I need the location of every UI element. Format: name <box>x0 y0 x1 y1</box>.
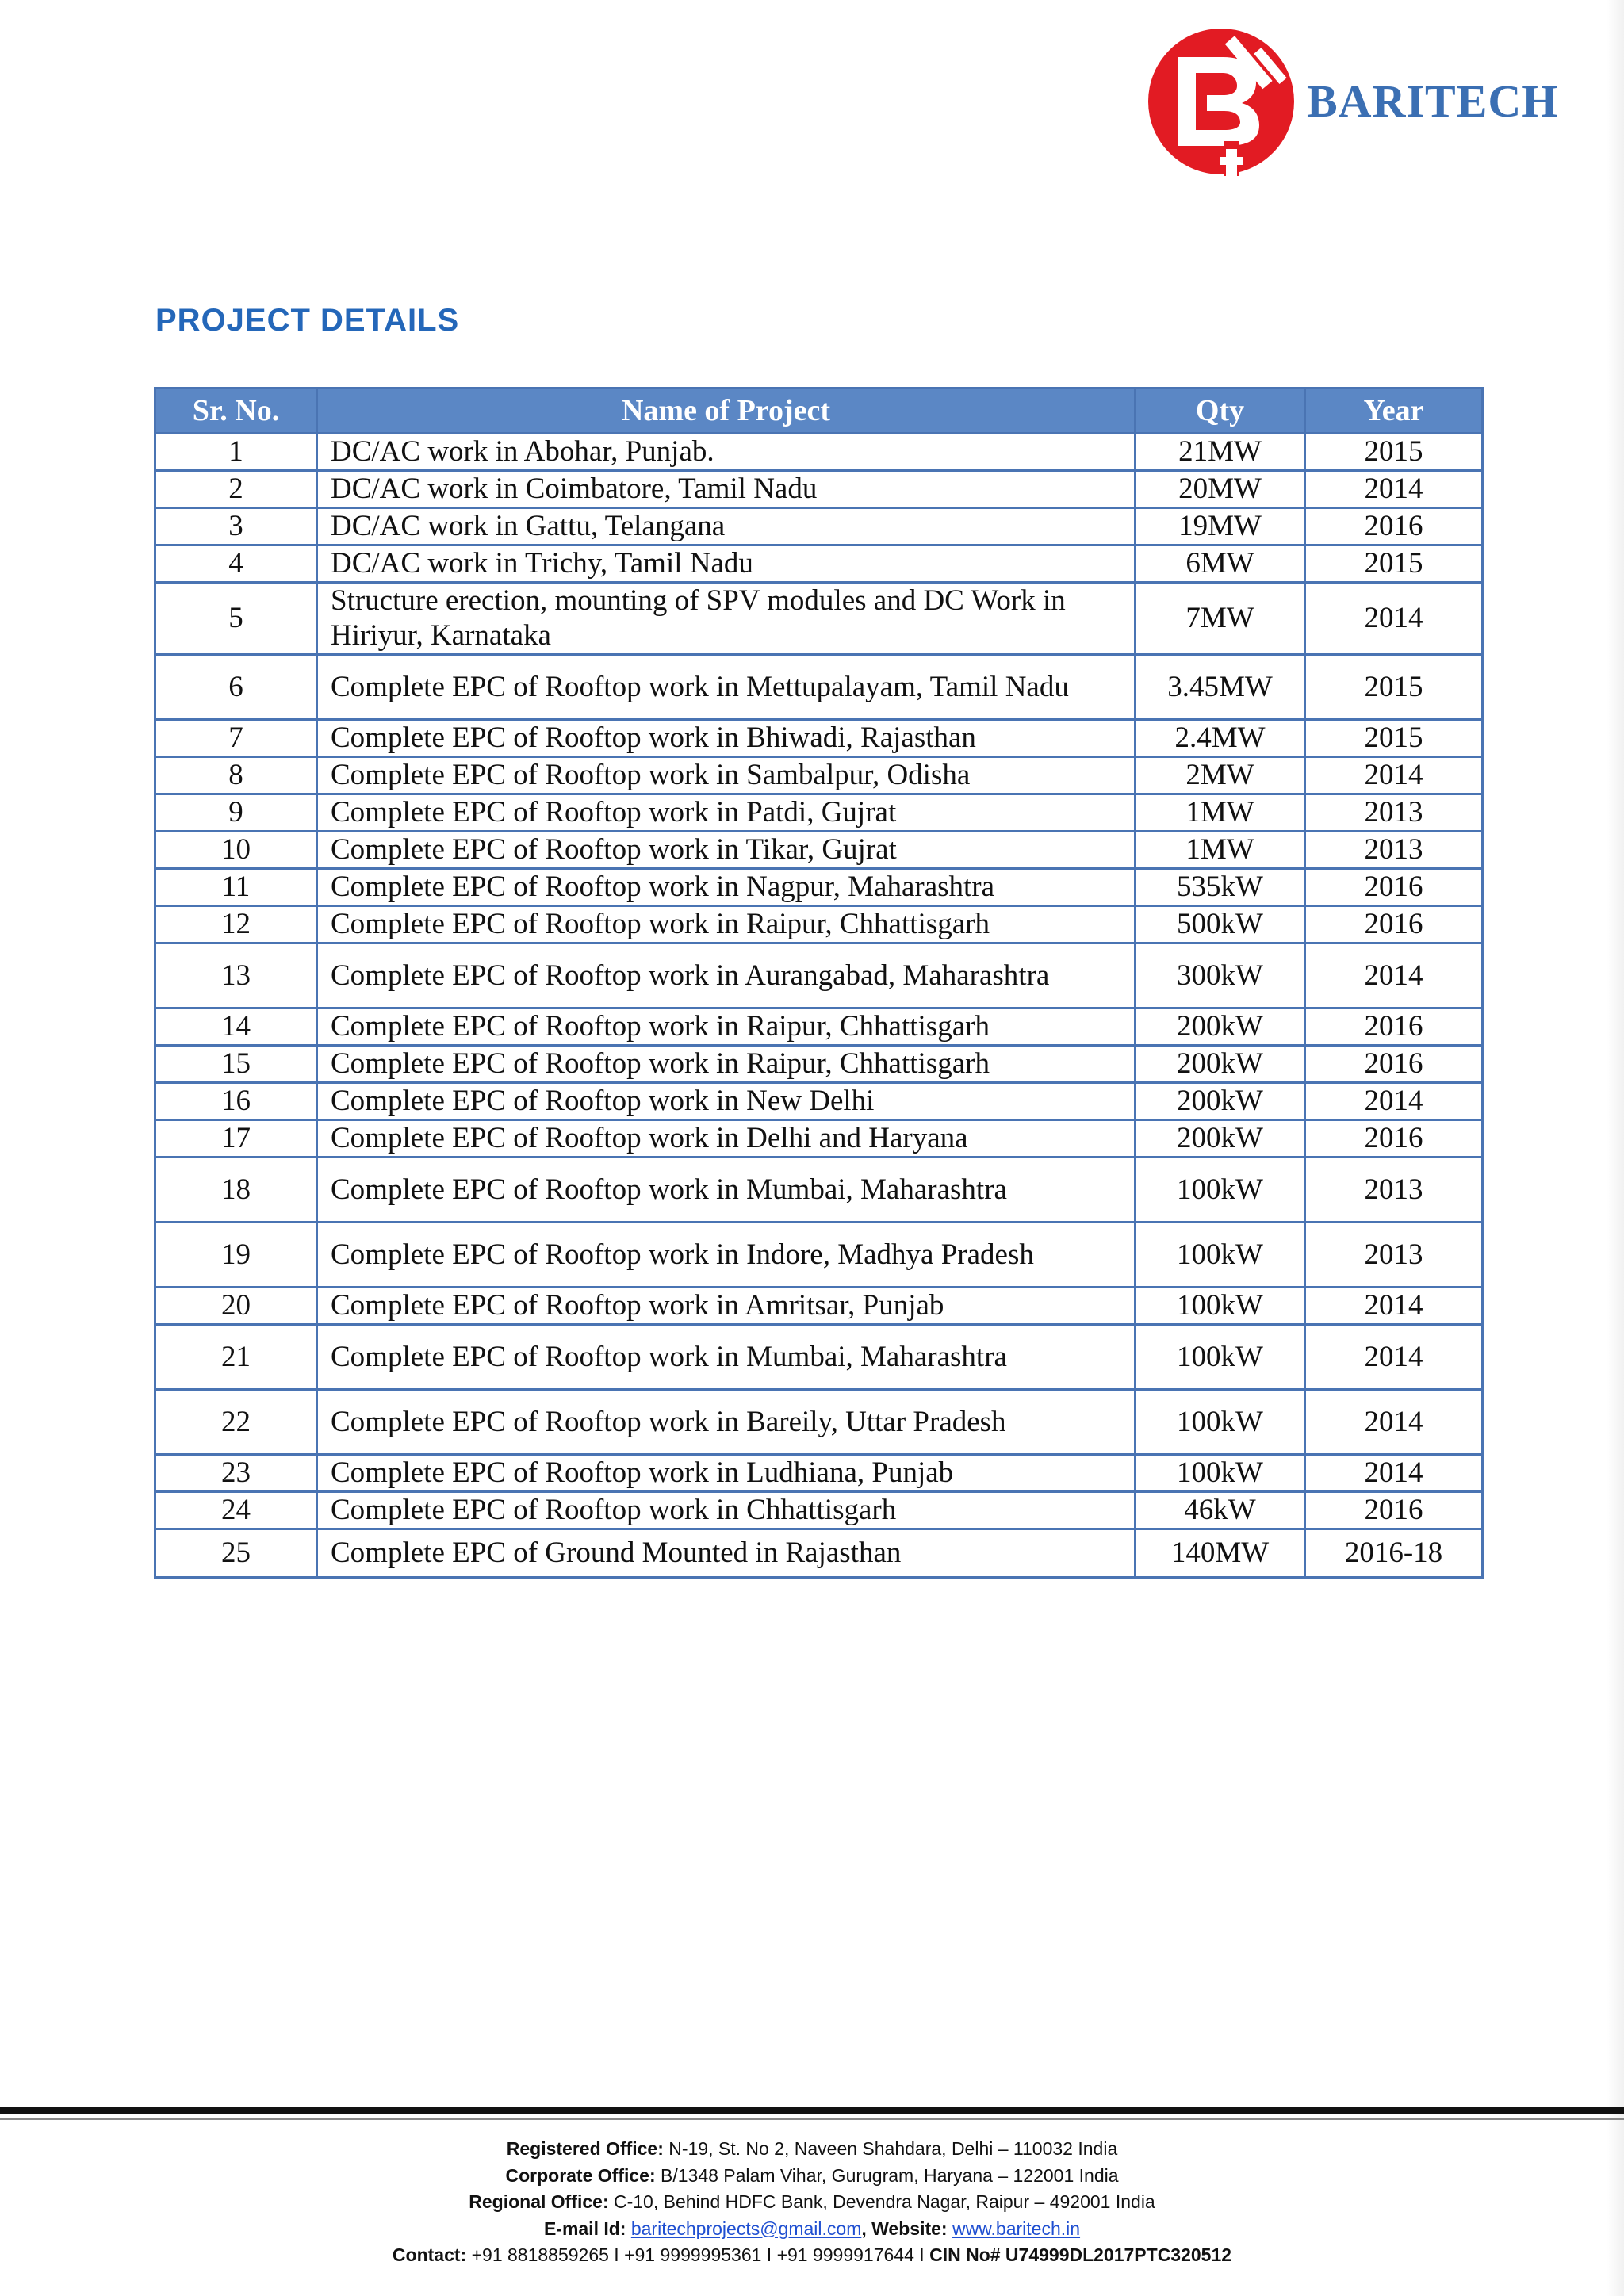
page-edge-shadow <box>1607 0 1624 2296</box>
cell-year: 2015 <box>1305 434 1483 471</box>
cell-qty: 20MW <box>1136 471 1305 508</box>
corporate-office-label: Corporate Office: <box>505 2164 656 2186</box>
table-row <box>155 583 1483 655</box>
cell-qty: 21MW <box>1136 434 1305 471</box>
website-label: Website: <box>871 2218 948 2239</box>
cell-year: 2016-18 <box>1305 1529 1483 1578</box>
contact-numbers: +91 8818859265 I +91 9999995361 I +91 9999917644 I <box>466 2244 930 2265</box>
table-row <box>155 1390 1483 1455</box>
cell-project-name: Complete EPC of Rooftop work in Amritsar, Punjab <box>317 1288 1136 1325</box>
cell-qty: 3.45MW <box>1136 655 1305 720</box>
cell-qty: 2MW <box>1136 757 1305 794</box>
cell-sr-no: 21 <box>155 1325 317 1390</box>
cell-sr-no: 16 <box>155 1083 317 1120</box>
cell-qty: 1MW <box>1136 794 1305 832</box>
cell-project-name: Complete EPC of Rooftop work in Nagpur, Maharashtra <box>317 869 1136 906</box>
registered-office-address: N-19, St. No 2, Naveen Shahdara, Delhi – 110032 India <box>663 2138 1118 2159</box>
cell-sr-no: 12 <box>155 906 317 943</box>
table-row <box>155 1083 1483 1120</box>
cell-year: 2015 <box>1305 720 1483 757</box>
cell-project-name: DC/AC work in Gattu, Telangana <box>317 508 1136 545</box>
corporate-office-line <box>0 2163 1624 2190</box>
contact-line <box>0 2242 1624 2269</box>
regional-office-label: Regional Office: <box>469 2191 609 2212</box>
cell-year: 2013 <box>1305 794 1483 832</box>
table-row <box>155 1008 1483 1046</box>
cell-qty: 100kW <box>1136 1390 1305 1455</box>
cell-project-name: Complete EPC of Rooftop work in Sambalpur, Odisha <box>317 757 1136 794</box>
cell-sr-no: 5 <box>155 583 317 655</box>
cell-qty: 100kW <box>1136 1223 1305 1288</box>
cell-sr-no: 4 <box>155 545 317 583</box>
cell-project-name: Structure erection, mounting of SPV modules and DC Work in Hiriyur, Karnataka <box>317 583 1136 655</box>
table-row <box>155 434 1483 471</box>
cell-sr-no: 2 <box>155 471 317 508</box>
cell-year: 2013 <box>1305 832 1483 869</box>
contact-label: Contact: <box>392 2244 467 2265</box>
cell-qty: 300kW <box>1136 943 1305 1008</box>
cell-project-name: Complete EPC of Rooftop work in Raipur, Chhattisgarh <box>317 1046 1136 1083</box>
cell-year: 2014 <box>1305 1390 1483 1455</box>
table-row <box>155 794 1483 832</box>
table-row <box>155 1288 1483 1325</box>
regional-office-address: C-10, Behind HDFC Bank, Devendra Nagar, Raipur – 492001 India <box>608 2191 1155 2212</box>
registered-office-line <box>0 2136 1624 2163</box>
cell-project-name: Complete EPC of Rooftop work in Patdi, Gujrat <box>317 794 1136 832</box>
cell-qty: 140MW <box>1136 1529 1305 1578</box>
regional-office-line <box>0 2189 1624 2216</box>
cin-number: CIN No# U74999DL2017PTC320512 <box>929 2244 1232 2265</box>
cell-year: 2016 <box>1305 508 1483 545</box>
cell-qty: 200kW <box>1136 1008 1305 1046</box>
cell-qty: 200kW <box>1136 1046 1305 1083</box>
cell-year: 2014 <box>1305 471 1483 508</box>
cell-project-name: Complete EPC of Rooftop work in Raipur, Chhattisgarh <box>317 1008 1136 1046</box>
cell-sr-no: 15 <box>155 1046 317 1083</box>
cell-sr-no: 10 <box>155 832 317 869</box>
cell-project-name: Complete EPC of Rooftop work in Bareily, Uttar Pradesh <box>317 1390 1136 1455</box>
table-row <box>155 1492 1483 1529</box>
project-details-table <box>154 387 1484 1578</box>
cell-project-name: Complete EPC of Rooftop work in Indore, Madhya Pradesh <box>317 1223 1136 1288</box>
cell-sr-no: 23 <box>155 1455 317 1492</box>
cell-project-name: Complete EPC of Ground Mounted in Rajasthan <box>317 1529 1136 1578</box>
section-title: PROJECT DETAILS <box>155 303 460 338</box>
table-row <box>155 1046 1483 1083</box>
table-row <box>155 545 1483 583</box>
cell-project-name: Complete EPC of Rooftop work in Bhiwadi, Rajasthan <box>317 720 1136 757</box>
footer <box>0 2136 1624 2269</box>
cell-sr-no: 19 <box>155 1223 317 1288</box>
cell-year: 2016 <box>1305 869 1483 906</box>
table-row <box>155 943 1483 1008</box>
cell-year: 2014 <box>1305 1083 1483 1120</box>
column-header-name-of-project: Name of Project <box>317 388 1136 434</box>
cell-year: 2013 <box>1305 1158 1483 1223</box>
table-row <box>155 869 1483 906</box>
registered-office-label: Registered Office: <box>506 2138 664 2159</box>
baritech-logo <box>1147 22 1591 181</box>
footer-divider <box>0 2107 1624 2114</box>
cell-year: 2014 <box>1305 1325 1483 1390</box>
cell-sr-no: 7 <box>155 720 317 757</box>
cell-year: 2013 <box>1305 1223 1483 1288</box>
table-row <box>155 832 1483 869</box>
cell-sr-no: 11 <box>155 869 317 906</box>
cell-project-name: Complete EPC of Rooftop work in Mumbai, Maharashtra <box>317 1325 1136 1390</box>
cell-year: 2014 <box>1305 1455 1483 1492</box>
cell-year: 2015 <box>1305 545 1483 583</box>
column-header-year: Year <box>1305 388 1483 434</box>
cell-year: 2016 <box>1305 1492 1483 1529</box>
cell-sr-no: 9 <box>155 794 317 832</box>
cell-sr-no: 17 <box>155 1120 317 1158</box>
cell-qty: 100kW <box>1136 1325 1305 1390</box>
cell-qty: 6MW <box>1136 545 1305 583</box>
corporate-office-address: B/1348 Palam Vihar, Gurugram, Haryana – 122001 India <box>655 2164 1119 2186</box>
footer-divider-thin <box>0 2118 1624 2120</box>
email-website-line: E-mail Id: baritechprojects@gmail.com, Website: www.baritech.in <box>543 2218 1081 2239</box>
cell-qty: 100kW <box>1136 1158 1305 1223</box>
cell-sr-no: 1 <box>155 434 317 471</box>
cell-project-name: Complete EPC of Rooftop work in Mettupalayam, Tamil Nadu <box>317 655 1136 720</box>
table-row <box>155 1158 1483 1223</box>
cell-project-name: Complete EPC of Rooftop work in Delhi and Haryana <box>317 1120 1136 1158</box>
cell-sr-no: 3 <box>155 508 317 545</box>
cell-qty: 100kW <box>1136 1288 1305 1325</box>
cell-year: 2014 <box>1305 583 1483 655</box>
cell-year: 2014 <box>1305 1288 1483 1325</box>
email-link[interactable]: baritechprojects@gmail.com <box>630 2218 862 2239</box>
table-row <box>155 1223 1483 1288</box>
cell-qty: 46kW <box>1136 1492 1305 1529</box>
cell-sr-no: 24 <box>155 1492 317 1529</box>
table-row <box>155 471 1483 508</box>
column-header-qty: Qty <box>1136 388 1305 434</box>
cell-qty: 2.4MW <box>1136 720 1305 757</box>
table-row <box>155 906 1483 943</box>
table-row <box>155 655 1483 720</box>
table-row <box>155 1455 1483 1492</box>
cell-project-name: Complete EPC of Rooftop work in New Delhi <box>317 1083 1136 1120</box>
table-row <box>155 1529 1483 1578</box>
cell-sr-no: 8 <box>155 757 317 794</box>
table-header-row <box>155 388 1483 434</box>
cell-project-name: DC/AC work in Abohar, Punjab. <box>317 434 1136 471</box>
baritech-logo-mark <box>1147 22 1305 181</box>
cell-qty: 500kW <box>1136 906 1305 943</box>
cell-sr-no: 6 <box>155 655 317 720</box>
cell-year: 2016 <box>1305 1008 1483 1046</box>
table-row <box>155 720 1483 757</box>
website-link[interactable]: www.baritech.in <box>952 2218 1081 2239</box>
table-row <box>155 1120 1483 1158</box>
cell-sr-no: 14 <box>155 1008 317 1046</box>
cell-year: 2015 <box>1305 655 1483 720</box>
cell-sr-no: 13 <box>155 943 317 1008</box>
cell-year: 2014 <box>1305 943 1483 1008</box>
cell-year: 2016 <box>1305 1046 1483 1083</box>
cell-sr-no: 18 <box>155 1158 317 1223</box>
table-row <box>155 1325 1483 1390</box>
table-row <box>155 508 1483 545</box>
brand-name: BARITECH <box>1307 75 1559 127</box>
cell-sr-no: 20 <box>155 1288 317 1325</box>
cell-qty: 7MW <box>1136 583 1305 655</box>
cell-sr-no: 25 <box>155 1529 317 1578</box>
cell-project-name: Complete EPC of Rooftop work in Aurangabad, Maharashtra <box>317 943 1136 1008</box>
cell-year: 2016 <box>1305 1120 1483 1158</box>
column-header-sr-no: Sr. No. <box>155 388 317 434</box>
cell-year: 2014 <box>1305 757 1483 794</box>
cell-qty: 200kW <box>1136 1120 1305 1158</box>
cell-project-name: DC/AC work in Trichy, Tamil Nadu <box>317 545 1136 583</box>
cell-qty: 1MW <box>1136 832 1305 869</box>
cell-qty: 200kW <box>1136 1083 1305 1120</box>
cell-project-name: Complete EPC of Rooftop work in Chhattisgarh <box>317 1492 1136 1529</box>
cell-qty: 19MW <box>1136 508 1305 545</box>
cell-project-name: Complete EPC of Rooftop work in Ludhiana, Punjab <box>317 1455 1136 1492</box>
cell-sr-no: 22 <box>155 1390 317 1455</box>
email-label: E-mail Id: <box>543 2218 626 2239</box>
cell-project-name: Complete EPC of Rooftop work in Mumbai, Maharashtra <box>317 1158 1136 1223</box>
cell-project-name: Complete EPC of Rooftop work in Raipur, Chhattisgarh <box>317 906 1136 943</box>
cell-qty: 535kW <box>1136 869 1305 906</box>
cell-qty: 100kW <box>1136 1455 1305 1492</box>
cell-project-name: DC/AC work in Coimbatore, Tamil Nadu <box>317 471 1136 508</box>
cell-year: 2016 <box>1305 906 1483 943</box>
table-row <box>155 757 1483 794</box>
cell-project-name: Complete EPC of Rooftop work in Tikar, Gujrat <box>317 832 1136 869</box>
